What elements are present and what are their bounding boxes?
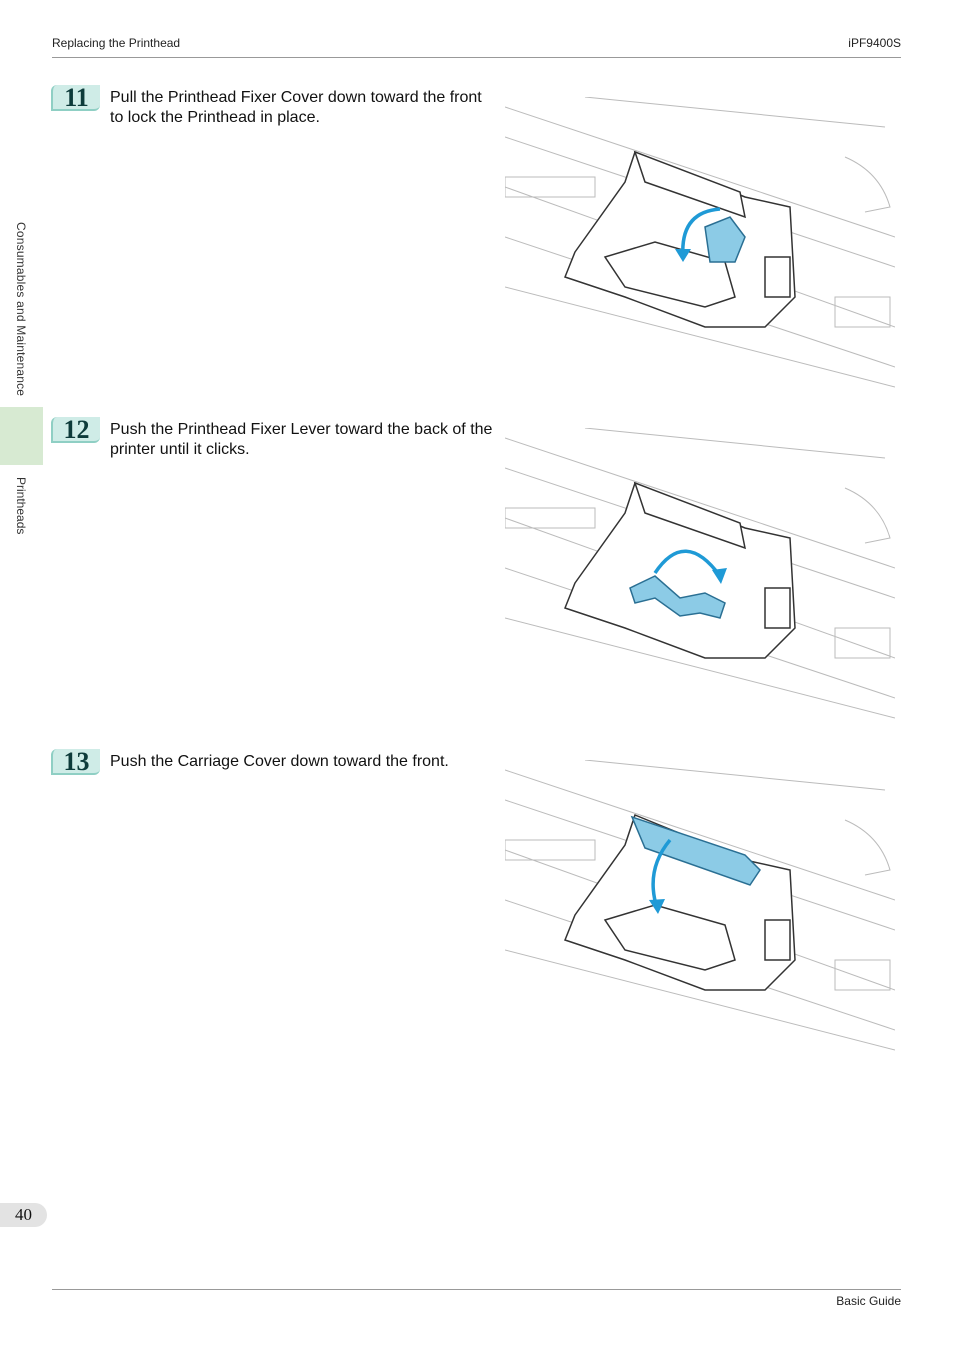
header-section-title: Replacing the Printhead bbox=[52, 36, 181, 50]
printer-carriage-drawing bbox=[505, 760, 895, 1052]
sidebar-subsection-label: Printheads bbox=[14, 477, 28, 535]
step-number-badge: 13 bbox=[51, 749, 100, 775]
header-model: iPF9400S bbox=[848, 36, 901, 50]
step-instruction: Pull the Printhead Fixer Cover down toward the front to lock the Printhead in place. bbox=[110, 89, 482, 126]
sidebar-active-tab bbox=[0, 407, 43, 465]
step-instruction: Push the Carriage Cover down toward the front. bbox=[110, 753, 449, 770]
sidebar-chapter-label: Consumables and Maintenance bbox=[14, 222, 28, 397]
printer-carriage-drawing bbox=[505, 97, 895, 389]
page-number: 40 bbox=[0, 1203, 47, 1227]
step-number-badge: 11 bbox=[51, 85, 100, 111]
illustration-carriage-cover bbox=[505, 760, 895, 1052]
step-number-badge: 12 bbox=[51, 417, 100, 443]
printer-carriage-drawing bbox=[505, 428, 895, 720]
step-instruction: Push the Printhead Fixer Lever toward the back of the printer until it clicks. bbox=[110, 421, 493, 458]
footer-guide-title: Basic Guide bbox=[836, 1294, 901, 1308]
illustration-printhead-fixer-lever bbox=[505, 428, 895, 720]
header-divider bbox=[52, 57, 901, 58]
illustration-printhead-fixer-cover bbox=[505, 97, 895, 389]
footer-divider bbox=[52, 1289, 901, 1290]
